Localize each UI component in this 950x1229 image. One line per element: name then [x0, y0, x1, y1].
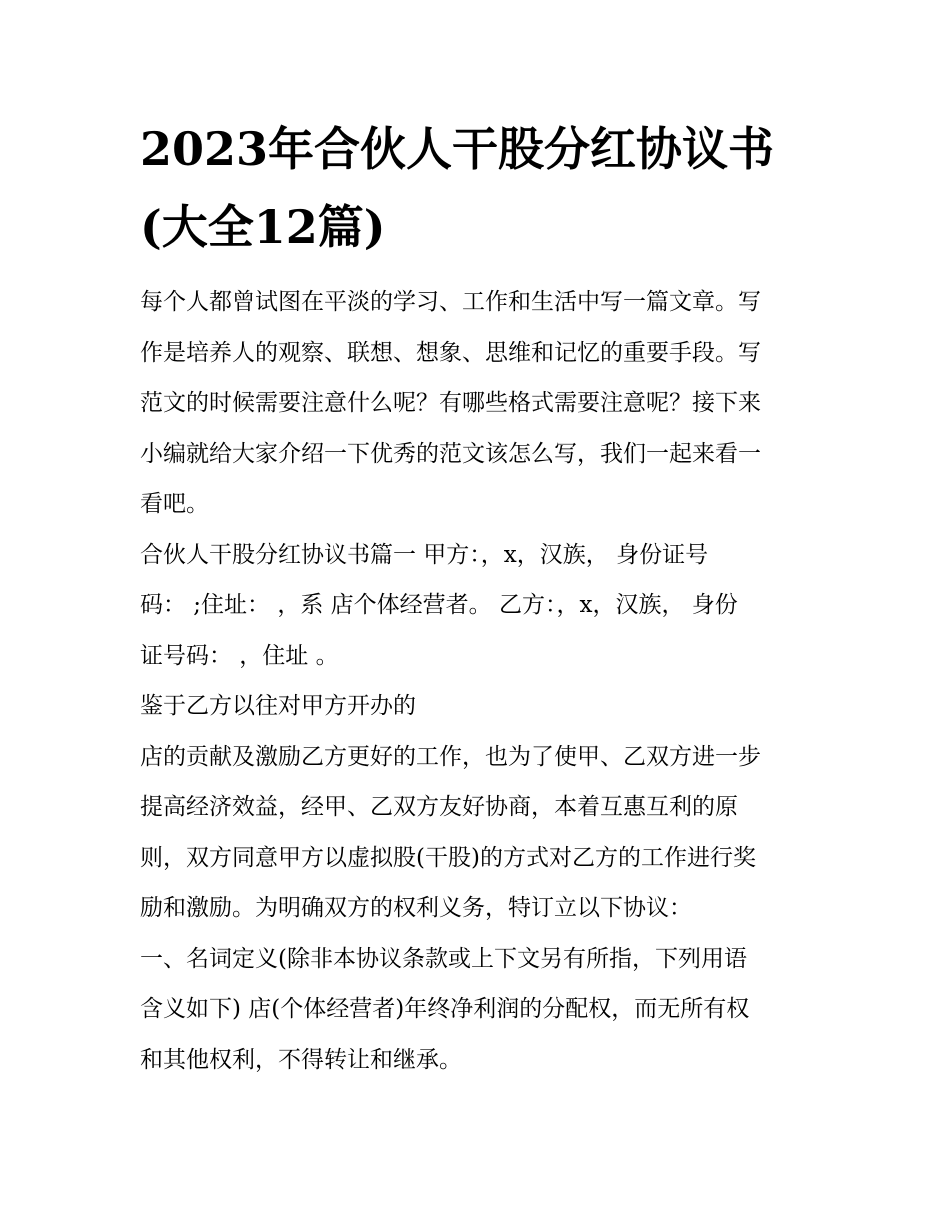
body-line: 一、名词定义(除非本协议条款或上下文另有所指，下列用语 [140, 945, 747, 972]
body-line: 励和激励。为明确双方的权利义务，特订立以下协议： [140, 895, 692, 921]
body-line: 证号码： ，住址 。 [140, 642, 339, 669]
body-line: 和其他权利，不得转让和继承。 [140, 1046, 462, 1073]
body-line: 范文的时候需要注意什么呢？有哪些格式需要注意呢？接下来 [140, 390, 761, 416]
body-line: 店的贡献及激励乙方更好的工作，也为了使甲、乙双方进一步 [140, 743, 761, 770]
document-body [140, 277, 830, 1085]
body-line: 看吧。 [140, 491, 209, 517]
body-line: 则，双方同意甲方以虚拟股(干股)的方式对乙方的工作进行奖 [140, 844, 756, 871]
body-line: 合伙人干股分红协议书篇一 甲方：，x，汉族， 身份证号 [140, 541, 709, 568]
body-line: 鉴于乙方以往对甲方开办的 [140, 693, 416, 719]
title-line-1: 2023年合伙人干股分红协议书 [140, 122, 775, 176]
body-line: 码： ;住址： ，系 店个体经营者。 乙方：，x，汉族， 身份 [140, 592, 738, 618]
title-line-2: (大全12篇) [140, 200, 386, 254]
body-line: 作是培养人的观察、联想、想象、思维和记忆的重要手段。写 [140, 339, 761, 366]
body-line: 提高经济效益，经甲、乙双方友好协商，本着互惠互利的原 [140, 794, 738, 820]
body-line: 含义如下) 店(个体经营者)年终净利润的分配权，而无所有权 [140, 996, 750, 1022]
body-line: 小编就给大家介绍一下优秀的范文该怎么写，我们一起来看一 [140, 440, 761, 467]
document-title [140, 110, 830, 266]
body-line: 每个人都曾试图在平淡的学习、工作和生活中写一篇文章。写 [140, 289, 761, 315]
